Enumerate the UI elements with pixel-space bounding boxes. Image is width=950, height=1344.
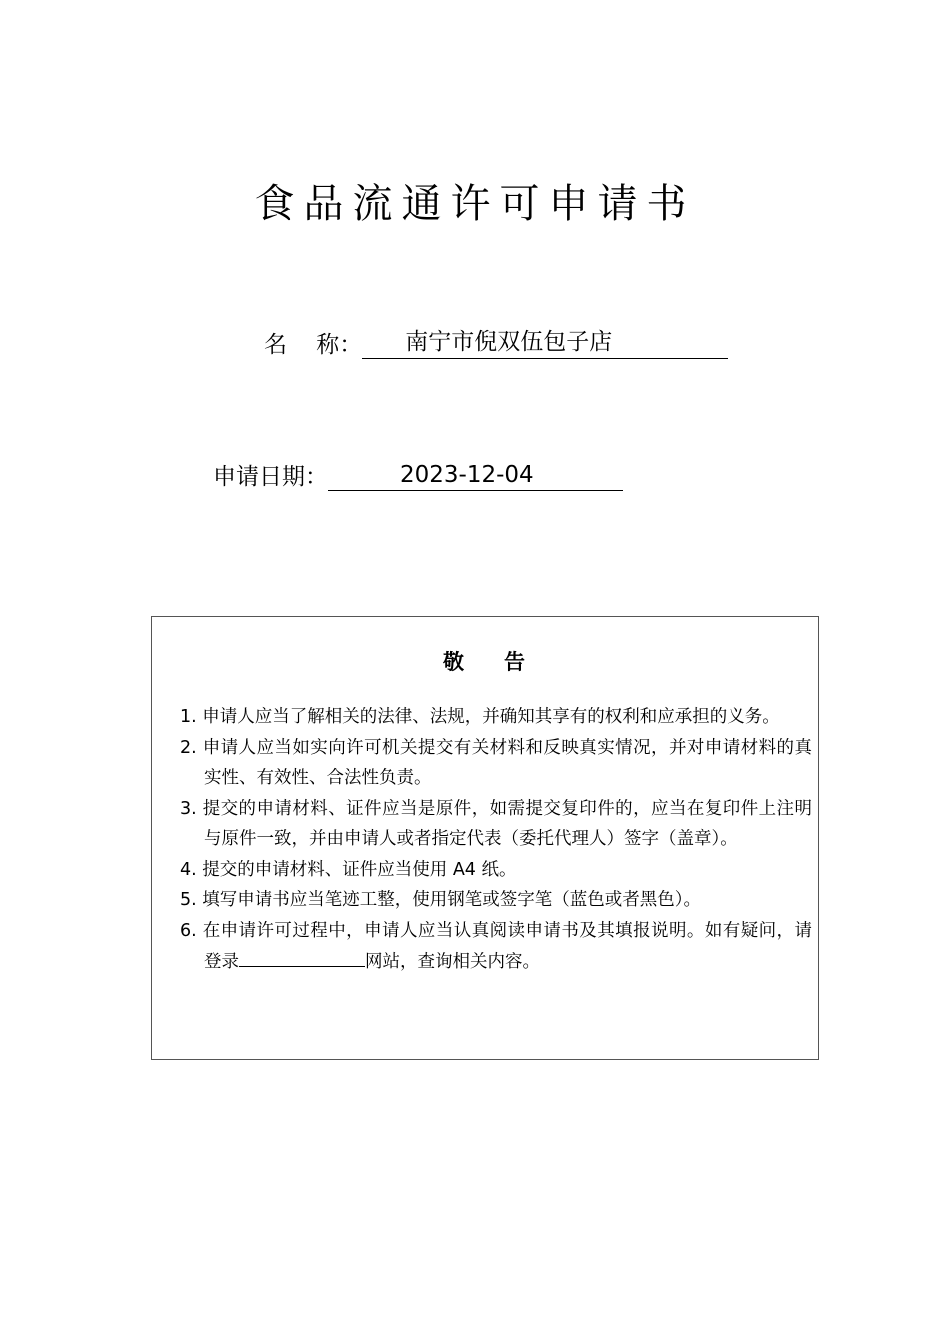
notice-box <box>151 616 819 1060</box>
notice-title-left: 敬 <box>443 650 466 674</box>
name-label: 名 称： <box>264 332 363 358</box>
notice-item-1: 1. 申请人应当了解相关的法律、法规，并确知其享有的权利和应承担的义务。 <box>180 707 780 727</box>
name-value: 南宁市倪双伍包子店 <box>405 329 613 355</box>
date-value: 2023-12-04 <box>400 462 534 488</box>
notice-item-5: 5. 填写申请书应当笔迹工整，使用钢笔或签字笔（蓝色或者黑色）。 <box>180 890 702 910</box>
document-title: 食品流通许可申请书 <box>254 181 696 227</box>
notice-item-6 <box>170 916 812 978</box>
date-label: 申请日期： <box>213 464 328 490</box>
notice-item-4: 4. 提交的申请材料、证件应当使用 A4 纸。 <box>180 859 517 880</box>
name-field <box>264 326 728 359</box>
notice-items <box>170 702 812 978</box>
notice-title <box>152 646 818 676</box>
date-field <box>213 458 623 491</box>
notice-title-right: 告 <box>504 650 527 674</box>
notice-item-3: 3. 提交的申请材料、证件应当是原件，如需提交复印件的，应当在复印件上注明与原件一致，并由申请人或者指定代表（委托代理人）签字（盖章）。 <box>180 798 812 849</box>
notice-item-6-after: 网站，查询相关内容。 <box>365 952 540 972</box>
notice-item-6-before: 6. 在申请许可过程中，申请人应当认真阅读申请书及其填报说明。如有疑问，请登录 <box>180 920 812 972</box>
website-blank <box>239 946 365 967</box>
notice-item-2: 2. 申请人应当如实向许可机关提交有关材料和反映真实情况，并对申请材料的真实性、有效性、合法性负责。 <box>180 737 812 788</box>
name-underline <box>362 326 728 359</box>
date-underline <box>328 458 623 491</box>
